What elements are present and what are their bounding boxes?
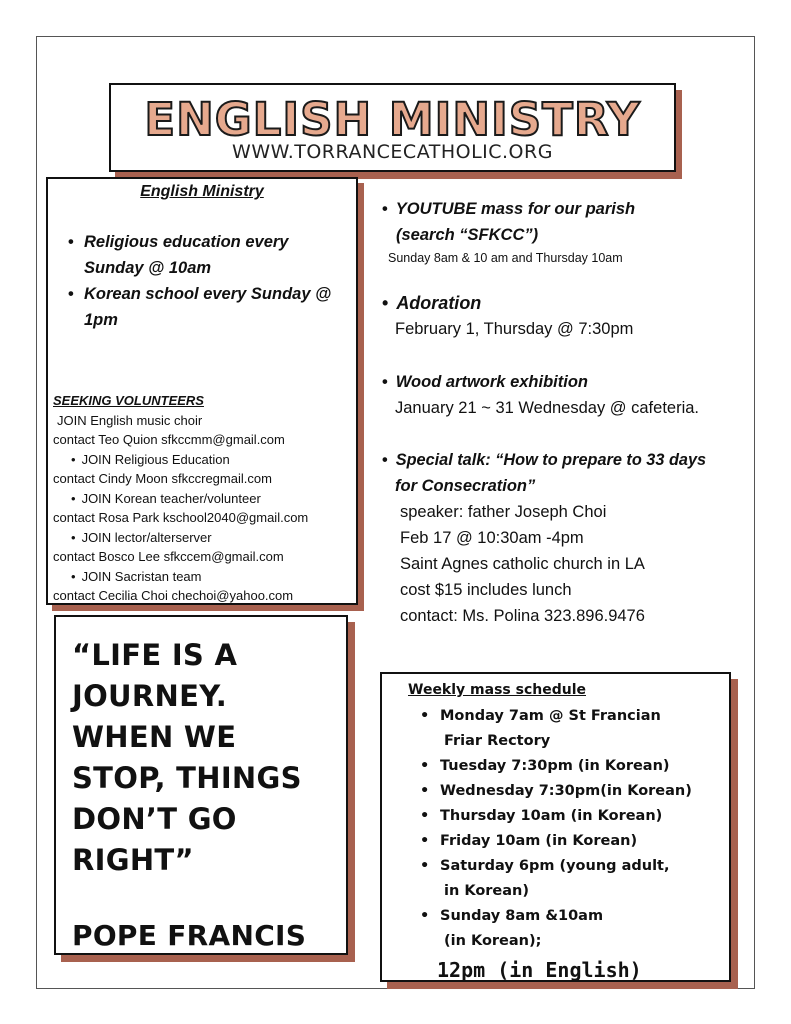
volunteer-line-text: JOIN Religious Education <box>81 451 230 467</box>
page-title: ENGLISH MINISTRY <box>144 93 641 146</box>
mass-item <box>420 804 720 829</box>
ministry-bullet: • Religious education every Sunday @ 10am <box>66 229 348 281</box>
adoration-heading <box>382 290 762 316</box>
mass-item <box>420 704 720 754</box>
volunteer-line-text: JOIN Korean teacher/volunteer <box>81 490 261 506</box>
special-talk-section <box>382 447 762 629</box>
ministry-info-box <box>46 177 358 605</box>
volunteer-line <box>53 567 353 587</box>
ministry-box-title: English Ministry <box>140 183 264 200</box>
quote-author: POPE FRANCIS <box>72 919 307 952</box>
volunteer-line <box>53 489 353 509</box>
mass-item <box>420 829 720 854</box>
volunteers-section <box>53 391 353 606</box>
special-talk-heading <box>382 447 762 473</box>
special-talk-heading-cont: for Consecration” <box>395 477 536 495</box>
talk-detail: Feb 17 @ 10:30am -4pm <box>400 529 584 547</box>
quote-box <box>54 615 348 955</box>
mass-item <box>420 779 720 804</box>
mass-item-line-cont: (in Korean); <box>444 933 542 949</box>
volunteer-line <box>53 450 353 470</box>
mass-item-line: Tuesday 7:30pm (in Korean) <box>440 758 670 774</box>
mass-item-line: Sunday 8am &10am <box>440 908 604 924</box>
quote-line: RIGHT” <box>72 843 194 877</box>
quote-text <box>72 635 362 881</box>
mass-schedule-list <box>420 704 720 954</box>
talk-detail: Saint Agnes catholic church in LA <box>400 555 645 573</box>
youtube-times: Sunday 8am & 10 am and Thursday 10am <box>388 251 623 265</box>
quote-line: JOURNEY. <box>72 679 228 713</box>
header-box <box>109 83 676 172</box>
youtube-heading-text: YOUTUBE mass for our parish <box>395 200 636 218</box>
mass-item <box>420 854 720 904</box>
volunteers-heading: SEEKING VOLUNTEERS <box>53 393 204 408</box>
ministry-bullet: • Korean school every Sunday @ 1pm <box>66 281 348 333</box>
talk-detail: cost $15 includes lunch <box>400 581 572 599</box>
mass-item-line: Saturday 6pm (young adult, <box>440 858 670 874</box>
volunteer-line-text: JOIN lector/alterserver <box>81 529 212 545</box>
adoration-section <box>382 290 762 342</box>
youtube-heading <box>382 196 762 222</box>
youtube-section <box>382 196 762 268</box>
volunteer-contact: contact Bosco Lee sfkccem@gmail.com <box>53 549 284 564</box>
talk-detail: contact: Ms. Polina 323.896.9476 <box>400 607 645 625</box>
talk-detail: speaker: father Joseph Choi <box>400 503 607 521</box>
volunteer-line <box>53 528 353 548</box>
mass-item <box>420 754 720 779</box>
wood-exhibition-date: January 21 ~ 31 Wednesday @ cafeteria. <box>395 399 700 417</box>
mass-item-line-cont: in Korean) <box>444 883 530 899</box>
quote-line: STOP, THINGS <box>72 761 302 795</box>
volunteer-contact: contact Rosa Park kschool2040@gmail.com <box>53 510 309 525</box>
volunteer-contact: contact Cindy Moon sfkccregmail.com <box>53 471 272 486</box>
quote-line: DON’T GO <box>72 802 237 836</box>
quote-line: “LIFE IS A <box>72 638 238 672</box>
adoration-heading-text: Adoration <box>396 293 482 313</box>
mass-item-line: Wednesday 7:30pm(in Korean) <box>440 783 692 799</box>
mass-item <box>420 904 720 954</box>
volunteer-line: JOIN English music choir <box>57 412 203 428</box>
website-url[interactable]: WWW.TORRANCECATHOLIC.ORG <box>232 141 553 163</box>
volunteer-contact: contact Cecilia Choi chechoi@yahoo.com <box>53 588 294 603</box>
youtube-search-hint: (search “SFKCC”) <box>396 226 539 244</box>
mass-item-line: Monday 7am @ St Francian <box>440 708 661 724</box>
wood-exhibition-section <box>382 369 762 421</box>
mass-schedule-title: Weekly mass schedule <box>408 682 586 698</box>
mass-item-line-cont: Friar Rectory <box>444 733 551 749</box>
adoration-date: February 1, Thursday @ 7:30pm <box>395 320 634 338</box>
mass-item-line: Friday 10am (in Korean) <box>440 833 638 849</box>
ministry-bullet-list <box>66 229 348 333</box>
english-mass-time: 12pm (in English) <box>437 958 642 982</box>
wood-exhibition-heading <box>382 369 762 395</box>
mass-schedule-box <box>380 672 731 982</box>
special-talk-heading-text: Special talk: “How to prepare to 33 days <box>395 451 707 469</box>
quote-line: WHEN WE <box>72 720 237 754</box>
volunteer-contact: contact Teo Quion sfkccmm@gmail.com <box>53 432 285 447</box>
volunteer-line-text: JOIN Sacristan team <box>81 568 202 584</box>
mass-item-line: Thursday 10am (in Korean) <box>440 808 663 824</box>
wood-exhibition-heading-text: Wood artwork exhibition <box>395 373 588 391</box>
